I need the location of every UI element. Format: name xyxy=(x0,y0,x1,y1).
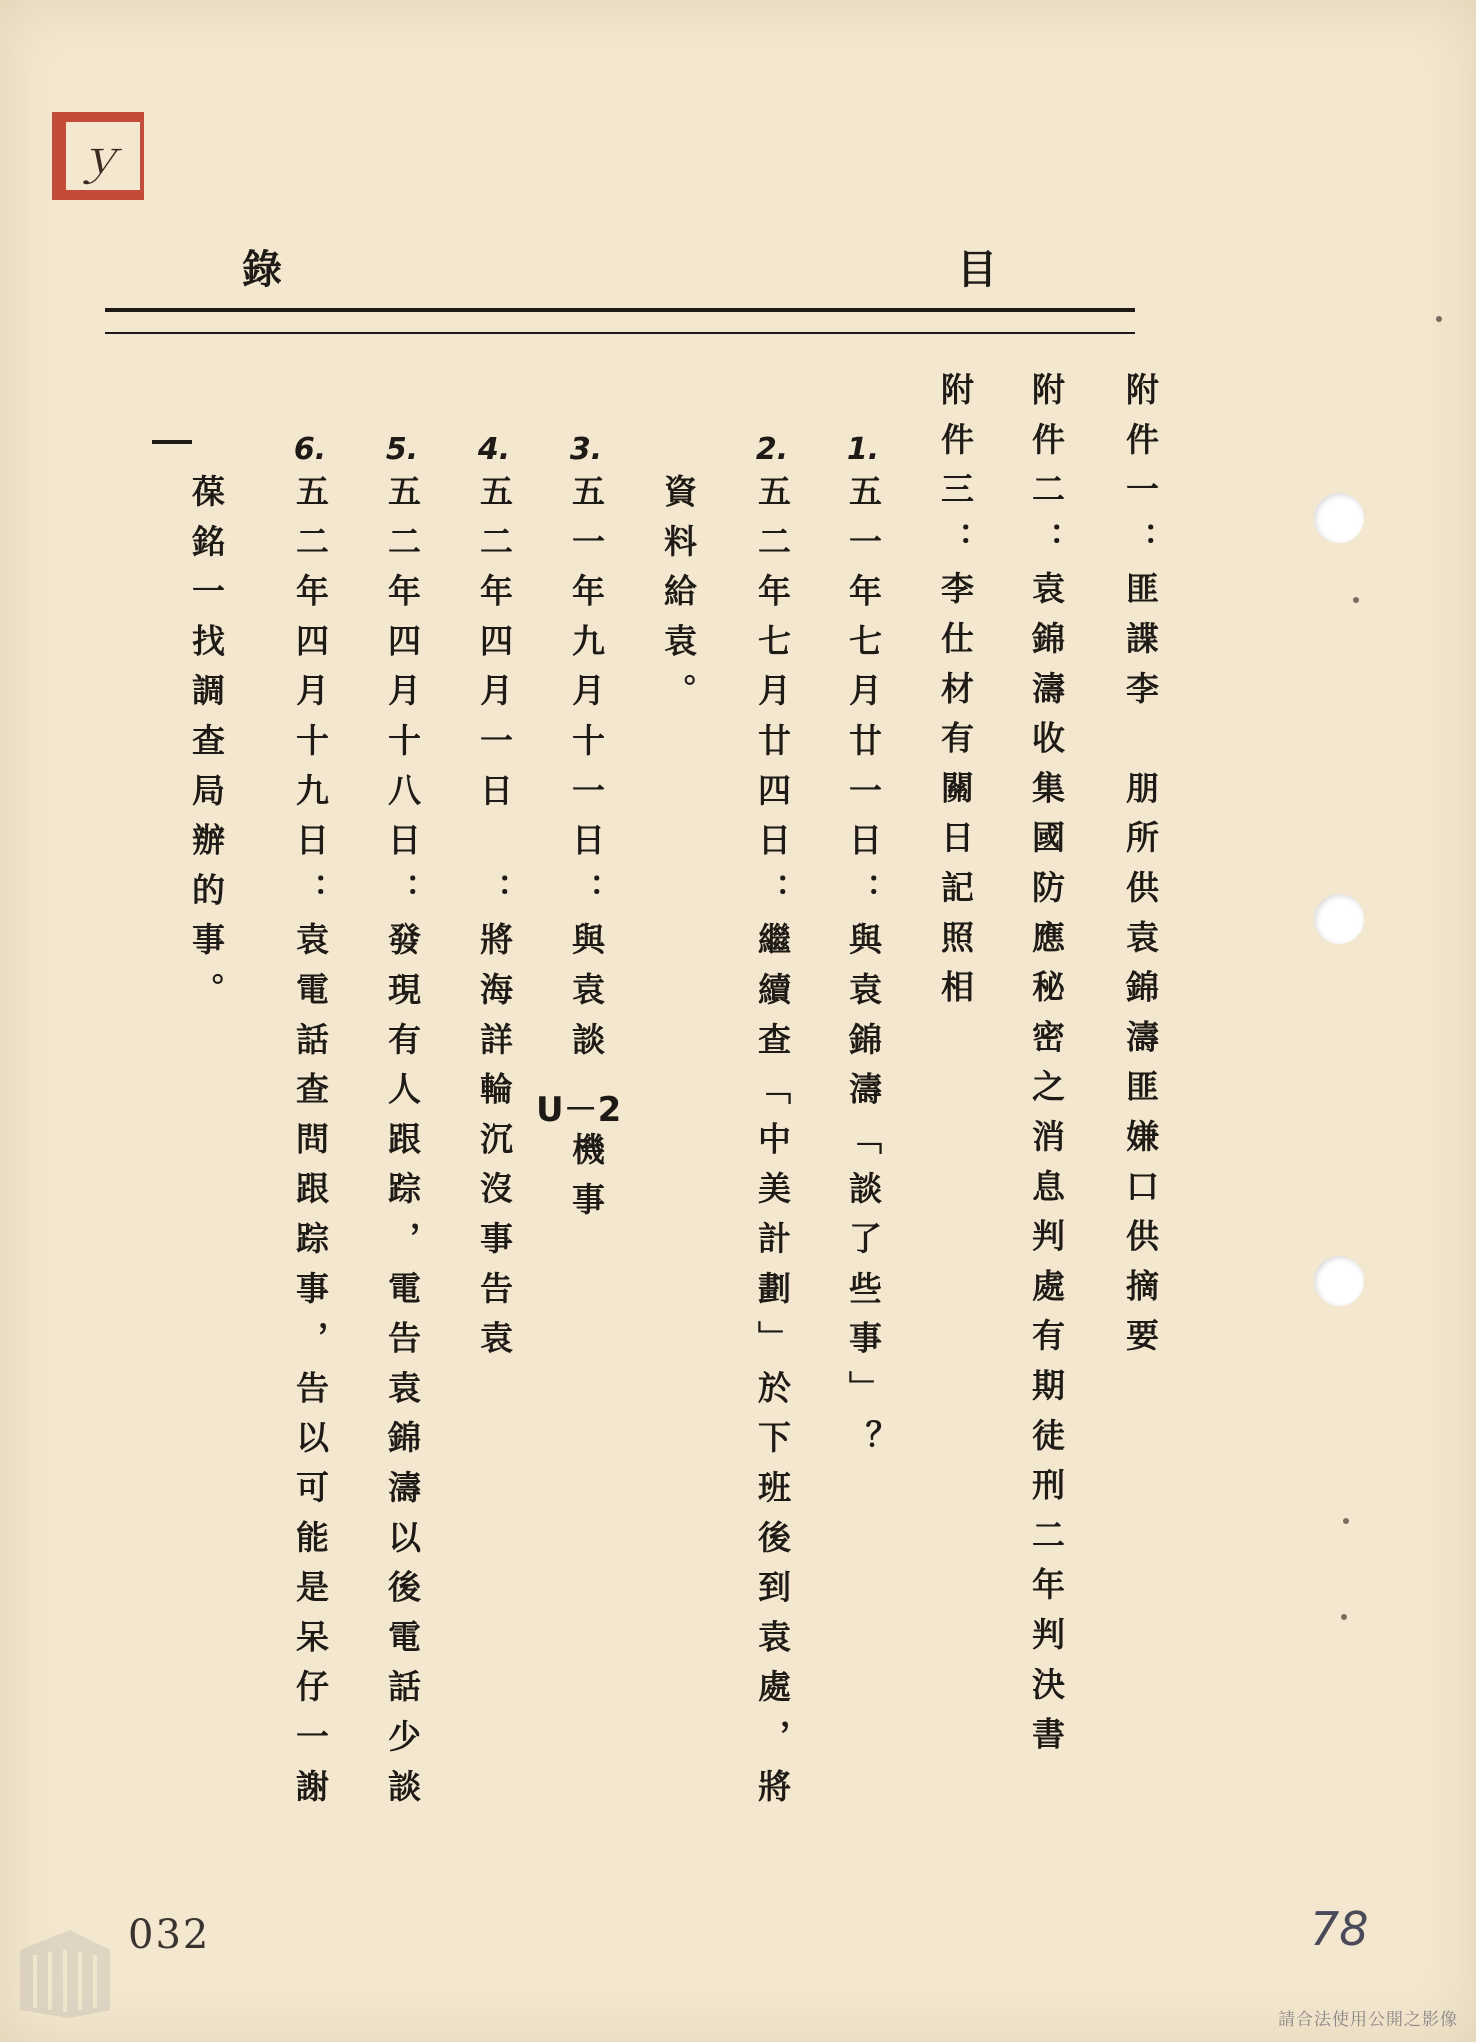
page-number: 78 xyxy=(1310,1902,1369,1956)
heading-right-char: 目 xyxy=(957,246,997,293)
heading-left-char: 錄 xyxy=(242,246,282,293)
heading-rule-thick xyxy=(105,308,1135,312)
entry-3-u2-label: U－2 xyxy=(536,1090,622,1130)
watermark-text: 請合法使用公開之影像 xyxy=(1278,2010,1458,2030)
entry-5: 五二年四月十八日：發現有人跟踪，電告袁錦濤以後電話少談 xyxy=(383,474,422,1819)
entry-3-tail: 機事 xyxy=(567,1132,606,1232)
punch-hole xyxy=(1314,894,1364,944)
paper-speck xyxy=(1341,1614,1347,1620)
archive-logo-icon xyxy=(10,1910,120,2020)
entry-3-number: 3. xyxy=(569,432,603,467)
entry-6: 五二年四月十九日：袁電話查問跟踪事，告以可能是呆仔一謝 xyxy=(291,474,330,1819)
entry-2: 五二年七月廿四日：繼續查「中美計劃」於下班後到袁處，將 xyxy=(753,474,792,1819)
attachment-3: 附件三：李仕材有關日記照相 xyxy=(936,372,975,1020)
entry-2-number: 2. xyxy=(755,432,789,467)
entry-4: 五二年四月一日 ：將海詳輪沉沒事告袁 xyxy=(475,474,514,1371)
entry-1: 五一年七月廿一日：與袁錦濤「談了些事」？ xyxy=(844,474,883,1470)
attachment-1: 附件一：匪諜李 朋所供袁錦濤匪嫌口供摘要 xyxy=(1121,372,1160,1368)
entry-2-continued: 資料給袁。 xyxy=(659,474,698,723)
paper-speck xyxy=(1353,597,1359,603)
entry-6-continued: 葆銘一找調查局辦的事。 xyxy=(187,474,226,1022)
entry-1-number: 1. xyxy=(846,432,880,467)
entry-3: 五一年九月十一日：與袁談 xyxy=(567,474,606,1072)
entry-6-number: 6. xyxy=(293,432,327,467)
entry-6-continuation-dash xyxy=(152,440,192,444)
heading-rule-thin xyxy=(105,332,1135,334)
entry-5-number: 5. xyxy=(385,432,419,467)
seal-handwritten-mark: ｙ xyxy=(78,132,122,183)
paper-speck xyxy=(1343,1518,1349,1524)
entry-4-number: 4. xyxy=(477,432,511,467)
punch-hole xyxy=(1314,1256,1364,1306)
page-code: 032 xyxy=(128,1912,211,1958)
paper-speck xyxy=(1436,316,1442,322)
punch-hole xyxy=(1314,493,1364,543)
attachment-2: 附件二：袁錦濤收集國防應秘密之消息判處有期徒刑二年判決書 xyxy=(1027,372,1066,1767)
